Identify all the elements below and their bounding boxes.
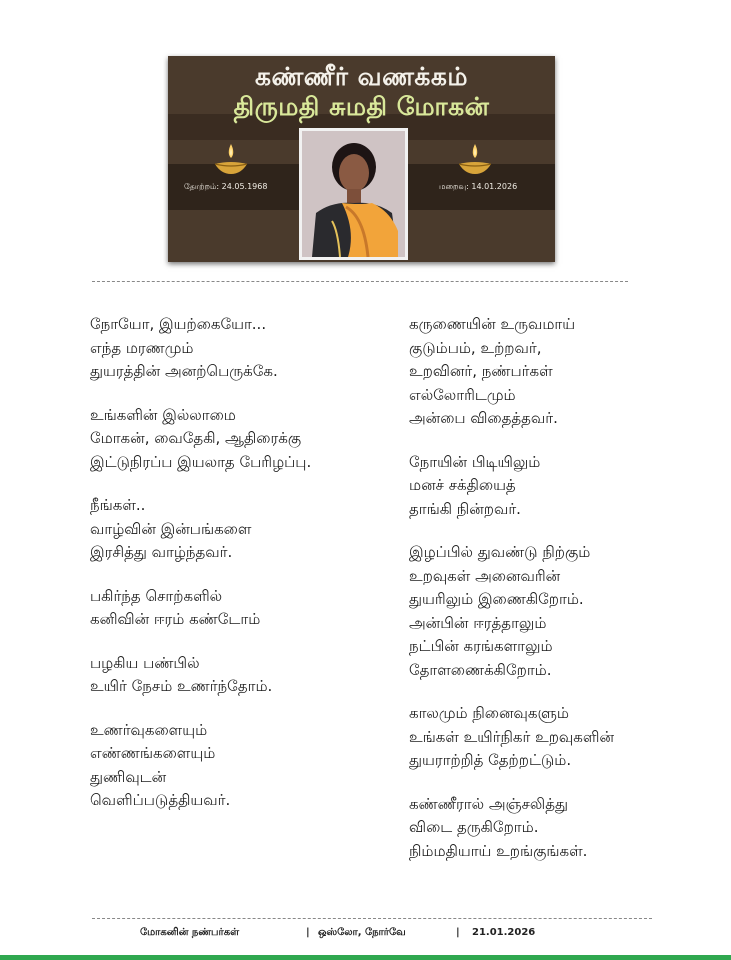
poem-line: எல்லோரிடமும்: [409, 385, 516, 404]
oil-lamp-icon: [211, 140, 251, 180]
footer-accent-bar: [0, 955, 731, 960]
poem-stanza: [409, 702, 614, 773]
memorial-banner: [168, 56, 555, 262]
poem-line: நோயின் பிடியிலும்: [409, 452, 541, 471]
poem-stanza: [409, 793, 614, 864]
footer-date: 21.01.2026: [472, 927, 536, 938]
poem-line: உங்களின் இல்லாமை: [90, 405, 236, 424]
poem-stanza: [90, 494, 311, 565]
poem-line: உயிர் நேசம் உணர்ந்தோம்.: [90, 677, 273, 695]
poem-line: துயராற்றித் தேற்றட்டும்.: [409, 751, 572, 769]
birth-date: தோற்றம்: 24.05.1968: [184, 182, 268, 191]
poem-stanza: [90, 404, 311, 475]
poem-line: அன்பின் ஈரத்தாலும்: [409, 613, 547, 632]
poem-line: மனச் சக்தியைத்: [409, 476, 516, 494]
banner-name: திருமதி சுமதி மோகன்: [233, 92, 490, 121]
poem-line: கருணையின் உருவமாய்: [409, 315, 576, 333]
poem-stanza: [90, 313, 311, 384]
footer-separator: |: [306, 927, 310, 938]
poem-line: எண்ணங்களையும்: [90, 744, 216, 762]
footer-signature: மோகனின் நண்பர்கள்: [140, 927, 240, 938]
poem-stanza: [409, 541, 614, 682]
poem-stanza: [409, 451, 614, 522]
portrait-photo: [299, 128, 408, 260]
poem-line: இட்டுநிரப்ப இயலாத பேரிழப்பு.: [90, 452, 312, 471]
poem-line: உறவினர், நண்பர்கள்: [409, 362, 553, 380]
poem-line: வாழ்வின் இன்பங்களை: [90, 519, 252, 538]
banner-title: கண்ணீர் வணக்கம்: [255, 62, 468, 91]
divider-bottom: [92, 918, 652, 919]
poem-line: கனிவின் ஈரம் கண்டோம்: [90, 610, 261, 628]
poem-line: இழப்பில் துவண்டு நிற்கும்: [409, 543, 591, 561]
poem-line: குடும்பம், உற்றவர்,: [409, 338, 542, 357]
death-date: மறைவு: 14.01.2026: [439, 182, 518, 191]
poem-line: அன்பை விதைத்தவர்.: [409, 409, 558, 427]
poem-line: விடை தருகிறோம்.: [409, 818, 539, 836]
poem-line: பகிர்ந்த சொற்களில்: [90, 586, 223, 605]
poem-line: உணர்வுகளையும்: [90, 720, 208, 739]
poem-right-column: [409, 313, 614, 883]
poem-line: காலமும் நினைவுகளும்: [409, 704, 569, 722]
poem-line: இரசித்து வாழ்ந்தவர்.: [90, 543, 233, 561]
poem-line: பழகிய பண்பில்: [90, 653, 200, 672]
poem-line: நட்பின் கரங்களாலும்: [409, 637, 553, 655]
poem-line: துயரிலும் இணைகிறோம்.: [409, 590, 584, 608]
poem-line: துயரத்தின் அனற்பெருக்கே.: [90, 362, 278, 380]
poem-left-column: [90, 313, 311, 833]
poem-line: எந்த மரணமும்: [90, 338, 194, 357]
poem-line: உங்கள் உயிர்நிகர் உறவுகளின்: [409, 727, 615, 746]
divider-top: [92, 281, 628, 282]
poem-stanza: [90, 585, 311, 632]
poem-line: துணிவுடன்: [90, 767, 167, 786]
poem-stanza: [90, 652, 311, 699]
poem-line: உறவுகள் அனைவரின்: [409, 566, 561, 585]
footer-separator: |: [456, 927, 460, 938]
poem-line: நோயோ, இயற்கையோ...: [90, 315, 267, 333]
poem-line: கண்ணீரால் அஞ்சலித்து: [409, 794, 568, 813]
poem-line: மோகன், வைதேகி, ஆதிரைக்கு: [90, 429, 302, 447]
poem-line: தோளணைக்கிறோம்.: [409, 660, 552, 679]
poem-stanza: [90, 719, 311, 813]
poem-line: நீங்கள்..: [90, 496, 146, 514]
poem-line: தாங்கி நின்றவர்.: [409, 499, 521, 518]
footer-place: ஒஸ்லோ, நோர்வே: [318, 927, 406, 938]
oil-lamp-icon: [455, 140, 495, 180]
poem-line: வெளிப்படுத்தியவர்.: [90, 791, 231, 809]
poem-line: நிம்மதியாய் உறங்குங்கள்.: [409, 841, 588, 860]
poem-stanza: [409, 313, 614, 431]
